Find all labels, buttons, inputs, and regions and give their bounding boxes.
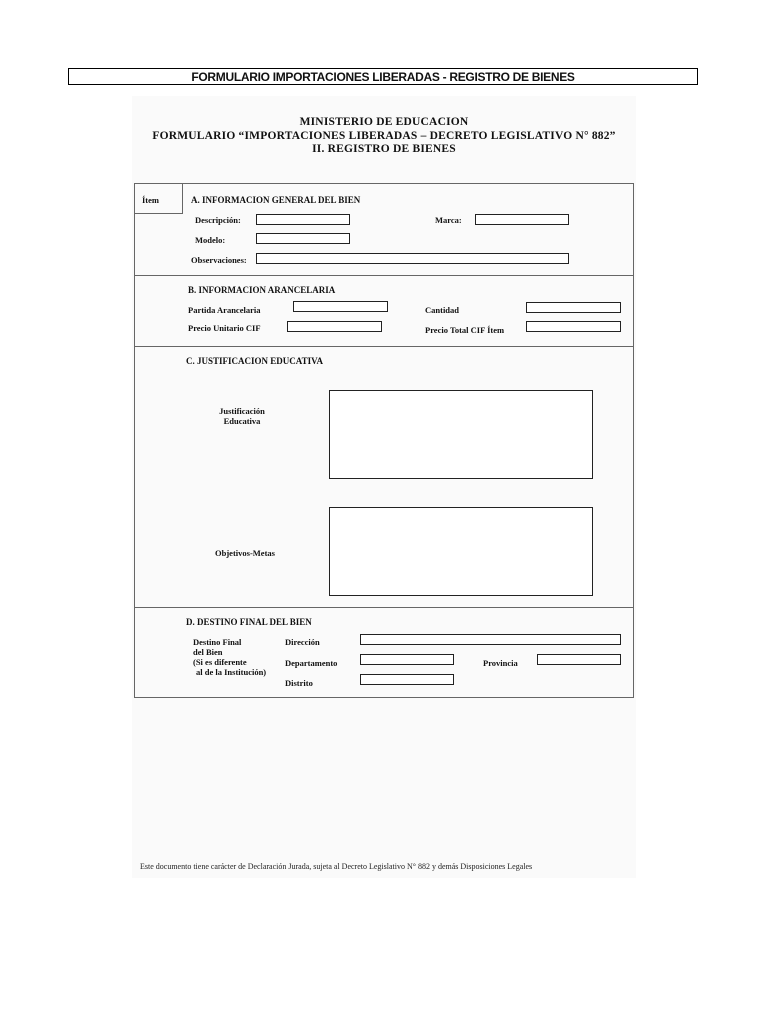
direccion-field[interactable] <box>360 634 621 645</box>
section-c-title: C. JUSTIFICACION EDUCATIVA <box>186 356 323 366</box>
descripcion-field[interactable] <box>256 214 350 225</box>
observaciones-field[interactable] <box>256 253 569 264</box>
justificacion-field[interactable] <box>329 390 593 479</box>
section-b-title: B. INFORMACION ARANCELARIA <box>188 285 336 295</box>
justificacion-label-line: Justificación <box>219 406 265 416</box>
provincia-label: Provincia <box>483 658 518 668</box>
form-banner-title: FORMULARIO IMPORTACIONES LIBERADAS - REGISTRO DE BIENES <box>68 68 698 85</box>
precio-unitario-field[interactable] <box>287 321 382 332</box>
precio-unitario-label: Precio Unitario CIF <box>188 323 261 333</box>
departamento-field[interactable] <box>360 654 454 665</box>
modelo-label: Modelo: <box>195 235 226 245</box>
cantidad-label: Cantidad <box>425 305 460 315</box>
section-divider <box>135 346 633 347</box>
marca-label: Marca: <box>435 215 462 225</box>
form-box <box>134 183 634 698</box>
ministry-title: MINISTERIO DE EDUCACION <box>299 116 469 128</box>
declaration-footnote: Este documento tiene carácter de Declaración Jurada, sujeta al Decreto Legislativo N° 882 y demás Disposiciones Legales <box>140 862 533 871</box>
section-a-title: A. INFORMACION GENERAL DEL BIEN <box>191 195 361 205</box>
cantidad-field[interactable] <box>526 302 621 313</box>
distrito-field[interactable] <box>360 674 454 685</box>
partida-field[interactable] <box>293 301 388 312</box>
distrito-label: Distrito <box>285 678 313 688</box>
item-cell <box>135 184 183 214</box>
form-title: FORMULARIO “IMPORTACIONES LIBERADAS – DECRETO LEGISLATIVO N° 882” <box>152 130 616 142</box>
destino-label-line: (Si es diferente <box>193 657 247 667</box>
observaciones-label: Observaciones: <box>191 255 247 265</box>
departamento-label: Departamento <box>285 658 338 668</box>
precio-total-field[interactable] <box>526 321 621 332</box>
justificacion-label-line: Educativa <box>223 416 261 426</box>
objetivos-label: Objetivos-Metas <box>215 548 275 558</box>
section-divider <box>135 275 633 276</box>
destino-label-line: al de la Institución) <box>196 667 267 677</box>
destino-label-line: del Bien <box>193 647 223 657</box>
destino-label <box>193 637 293 677</box>
direccion-label: Dirección <box>285 637 320 647</box>
form-document <box>132 96 636 878</box>
provincia-field[interactable] <box>537 654 621 665</box>
precio-total-label: Precio Total CIF Ítem <box>425 325 505 335</box>
justificacion-label <box>207 406 277 426</box>
section-d-title: D. DESTINO FINAL DEL BIEN <box>186 617 312 627</box>
objetivos-field[interactable] <box>329 507 593 596</box>
form-subtitle: II. REGISTRO DE BIENES <box>312 143 456 155</box>
modelo-field[interactable] <box>256 233 350 244</box>
partida-label: Partida Arancelaria <box>188 305 261 315</box>
destino-label-line: Destino Final <box>193 637 242 647</box>
marca-field[interactable] <box>475 214 569 225</box>
section-divider <box>135 607 633 608</box>
item-label: Ítem <box>142 195 159 205</box>
descripcion-label: Descripción: <box>195 215 241 225</box>
